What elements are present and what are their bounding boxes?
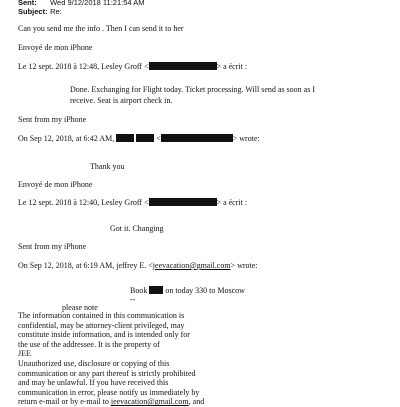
message-text: on today 330 to Moscow [165,286,245,295]
notice-heading: please note [62,303,98,312]
quote-header: On Sep 12, 2018, at 6:42 AM, < > wrote: [18,134,260,143]
message-line: Thank you [90,162,125,171]
message-line [130,286,245,296]
redacted-block [149,286,163,294]
notice-line: communication in error, please notify us immediately by [18,387,200,397]
message-line: Can you send me the info . Then I can send it to her [18,24,184,33]
email-link[interactable]: jeevacation@gmail.com [110,397,189,407]
quote-header-text: Le 12 sept. 2018 à 12:40, Lesley Groff < [18,198,149,207]
email-link[interactable]: jeevacation@gmail.com [152,261,231,270]
notice-line: JEE [18,349,31,359]
quote-header-text: On Sep 12, 2018, at 6:19 AM, jeffrey E. < [18,261,153,270]
signature-line: Envoyé de mon iPhone [18,43,93,52]
notice-line: constitute inside information, and is intended only for [18,330,190,340]
redacted-block [116,134,134,142]
notice-text: return e-mail or by e-mail to [18,397,109,407]
redacted-block [149,62,217,70]
notice-line: communication or any part thereof is strictly prohibited [18,368,196,378]
sent-value: Wed 9/12/2018 11:21:54 AM [50,0,145,7]
sent-label: Sent: [18,0,37,7]
redacted-block [161,134,233,142]
message-text: Book [130,286,148,295]
notice-line: Unauthorized use, disclosure or copying of this [18,358,170,368]
subject-value: Re: [50,7,62,16]
signature-line: Sent from my iPhone [18,115,87,124]
confidentiality-notice [18,311,278,407]
quote-header-suffix: > wrote: [230,261,258,270]
notice-line: and may be unlawful. If you have received this [18,378,169,388]
signature-line: Sent from my iPhone [18,242,87,251]
sent-row [18,0,144,7]
quote-header-suffix: > a écrit : [216,62,248,71]
quote-header [18,261,258,271]
quote-header-text: On Sep 12, 2018, at 6:42 AM, [18,134,115,143]
notice-line: confidential, may be attorney-client privileged, may [18,320,185,330]
quote-header-suffix: > a écrit : [216,198,248,207]
notice-line: The information contained in this communication is [18,311,185,320]
signature-line: Envoyé de mon iPhone [18,180,93,189]
redacted-block [149,198,217,206]
notice-text: , and [188,397,205,407]
message-line: Done. Exchanging for Flight today. Ticket processing. Will send as soon as I [70,85,315,94]
notice-line: the use of the addressee. It is the property of [18,339,160,349]
notice-line [18,397,278,407]
message-line: receive. Seat is airport check in. [70,96,173,105]
quote-header [18,198,247,208]
quote-header [18,62,247,72]
quote-header-text: Le 12 sept. 2018 à 12:48, Lesley Groff < [18,62,149,71]
subject-row [18,7,62,16]
separator-text: -- [130,295,136,304]
quote-header-suffix: > wrote: [232,134,260,143]
message-line: Got it. Changing [110,224,164,233]
redacted-block [136,134,154,142]
subject-label: Subject: [18,7,48,16]
